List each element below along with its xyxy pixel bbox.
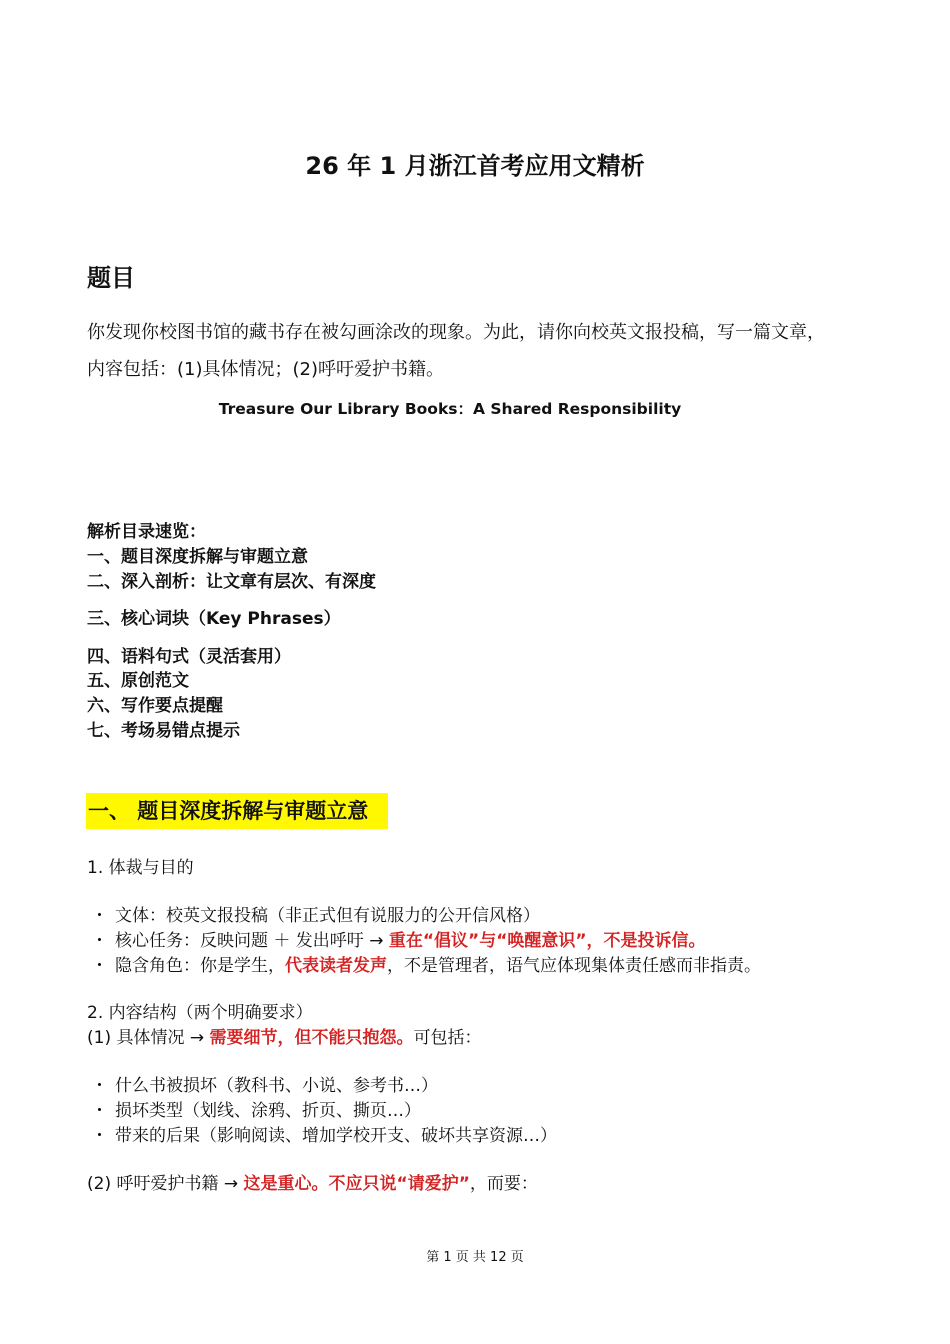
document-title: 26 年 1 月浙江首考应用文精析 [305,152,645,180]
bullet-icon: ・ [91,1101,108,1121]
list-item: ・ 损坏类型（划线、涂鸦、折页、撕页…） [91,1101,421,1121]
bullet-icon: ・ [91,906,108,926]
list-item: ・ 文体：校英文报投稿（非正式但有说服力的公开信风格） [91,906,540,926]
topic-heading: 题目 [87,264,135,292]
bullet-icon: ・ [91,1076,108,1096]
toc-item-6: 六、写作要点提醒 [87,696,223,716]
toc-item-3: 三、核心词块（Key Phrases） [87,609,341,629]
requirement-2: (2) 呼吁爱护书籍 → 这是重心。不应只说“请爱护”，而要： [87,1174,538,1194]
part-1-heading: 1. 体裁与目的 [87,858,194,878]
requirement-1: (1) 具体情况 → 需要细节，但不能只抱怨。可包括： [87,1028,482,1048]
list-item: ・ 什么书被损坏（教科书、小说、参考书…） [91,1076,438,1096]
section-1-heading: 一、 题目深度拆解与审题立意 [86,793,388,829]
list-item: ・ 核心任务：反映问题 ＋ 发出呼吁 → 重在“倡议”与“唤醒意识”，不是投诉信。 [91,931,706,951]
toc-item-7: 七、考场易错点提示 [87,721,240,741]
list-item: ・ 带来的后果（影响阅读、增加学校开支、破坏共享资源…） [91,1126,557,1146]
bullet-icon: ・ [91,1126,108,1146]
toc-item-1: 一、题目深度拆解与审题立意 [87,547,308,567]
part-2-heading: 2. 内容结构（两个明确要求） [87,1003,313,1023]
page-footer: 第 1 页 共 12 页 [426,1250,524,1265]
bullet-icon: ・ [91,931,108,951]
topic-line-1: 你发现你校图书馆的藏书存在被勾画涂改的现象。为此，请你向校英文报投稿，写一篇文章， [87,322,825,343]
list-item: ・ 隐含角色：你是学生，代表读者发声，不是管理者，语气应体现集体责任感而非指责。 [91,956,761,976]
toc-item-2: 二、深入剖析：让文章有层次、有深度 [87,572,376,592]
bullet-icon: ・ [91,956,108,976]
article-title: Treasure Our Library Books：A Shared Responsibility [218,400,682,418]
toc-item-5: 五、原创范文 [87,671,189,691]
topic-line-2: 内容包括：(1)具体情况；(2)呼吁爱护书籍。 [87,359,444,380]
toc-item-4: 四、语料句式（灵活套用） [87,647,291,667]
toc-heading: 解析目录速览： [87,522,206,542]
